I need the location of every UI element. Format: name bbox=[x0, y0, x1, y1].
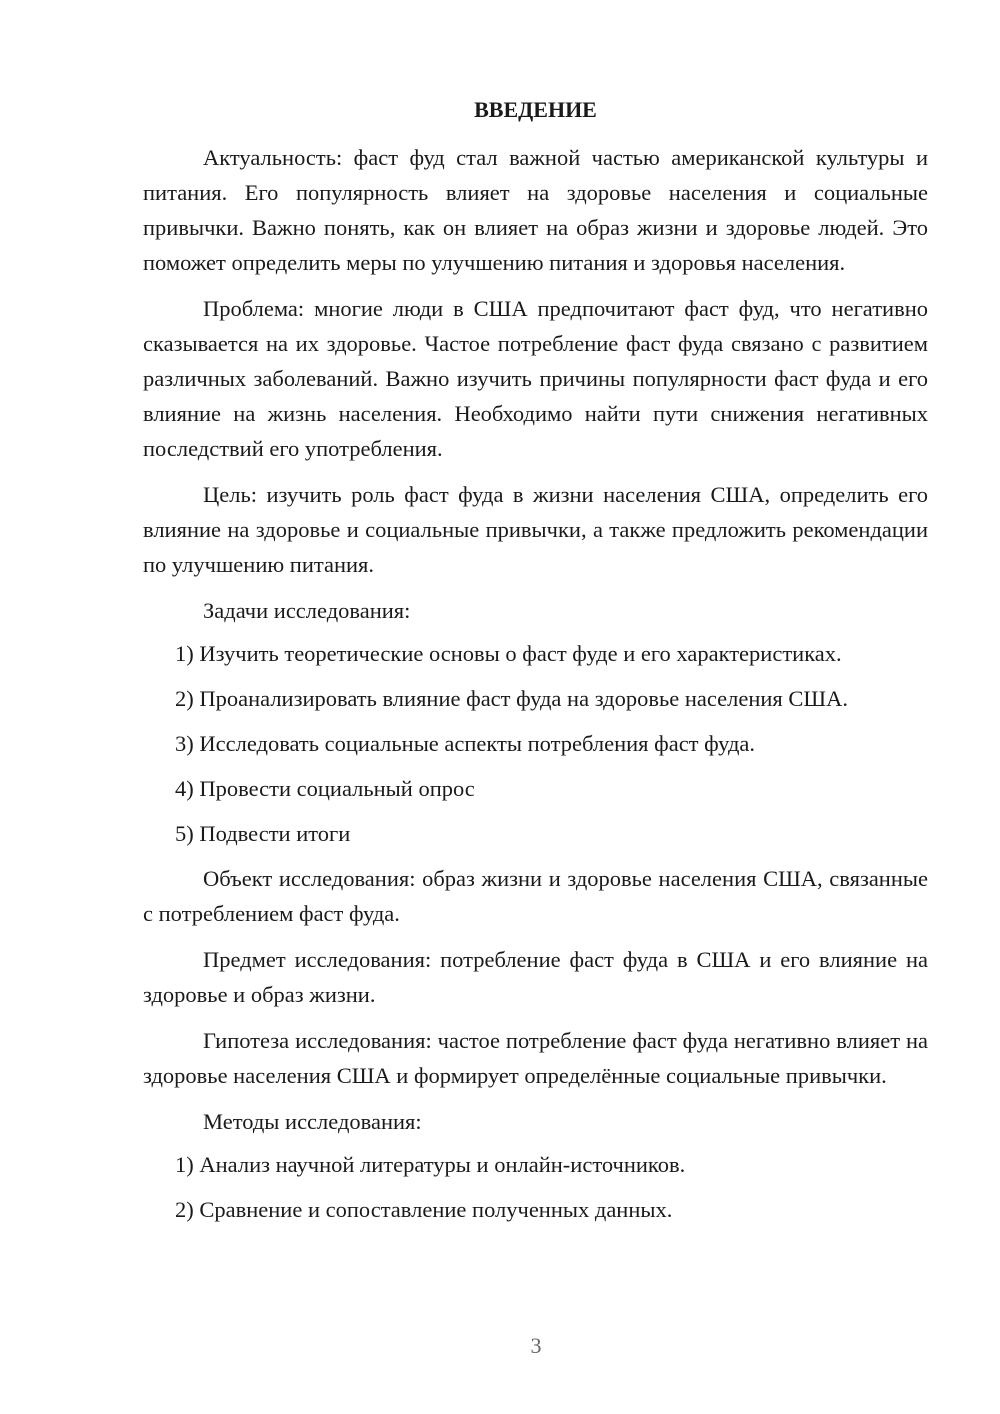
subject-paragraph: Предмет исследования: потребление фаст фуда в США и его влияние на здоровье и образ жизни. bbox=[143, 947, 928, 1007]
object-paragraph: Объект исследования: образ жизни и здоровье населения США, связанные с потреблением фаст фуда. bbox=[143, 866, 928, 926]
list-item: 3) Исследовать социальные аспекты потребления фаст фуда. bbox=[175, 731, 756, 756]
list-item: 1) Анализ научной литературы и онлайн-источников. bbox=[175, 1152, 686, 1177]
list-item: 2) Проанализировать влияние фаст фуда на здоровье населения США. bbox=[175, 686, 848, 711]
methods-title: Методы исследования: bbox=[203, 1109, 422, 1134]
page-number: 3 bbox=[530, 1333, 542, 1358]
list-item: 2) Сравнение и сопоставление полученных данных. bbox=[175, 1197, 673, 1222]
problem-paragraph: Проблема: многие люди в США предпочитают фаст фуд, что негативно сказывается на их здоровье. Частое потребление фаст фуда связано с развитием различных заболеваний. Важно изучить причины популярности фаст фуда и его влияние на жизнь населения. Необходимо найти пути снижения негативных последствий его употребления. bbox=[143, 296, 928, 461]
relevance-paragraph: Актуальность: фаст фуд стал важной частью американской культуры и питания. Его популярность влияет на здоровье населения и социальные привычки. Важно понять, как он влияет на образ жизни и здоровье людей. Это поможет определить меры по улучшению питания и здоровья населения. bbox=[143, 145, 928, 275]
list-item: 4) Провести социальный опрос bbox=[175, 776, 475, 801]
list-item: 1) Изучить теоретические основы о фаст фуде и его характеристиках. bbox=[175, 641, 842, 666]
goal-paragraph: Цель: изучить роль фаст фуда в жизни населения США, определить его влияние на здоровье и социальные привычки, а также предложить рекомендации по улучшению питания. bbox=[143, 482, 928, 577]
tasks-title: Задачи исследования: bbox=[203, 598, 411, 623]
list-item: 5) Подвести итоги bbox=[175, 821, 351, 846]
section-heading: ВВЕДЕНИЕ bbox=[474, 97, 597, 122]
page-content bbox=[143, 94, 928, 1237]
hypothesis-paragraph: Гипотеза исследования: частое потребление фаст фуда негативно влияет на здоровье населения США и формирует определённые социальные привычки. bbox=[143, 1028, 928, 1088]
